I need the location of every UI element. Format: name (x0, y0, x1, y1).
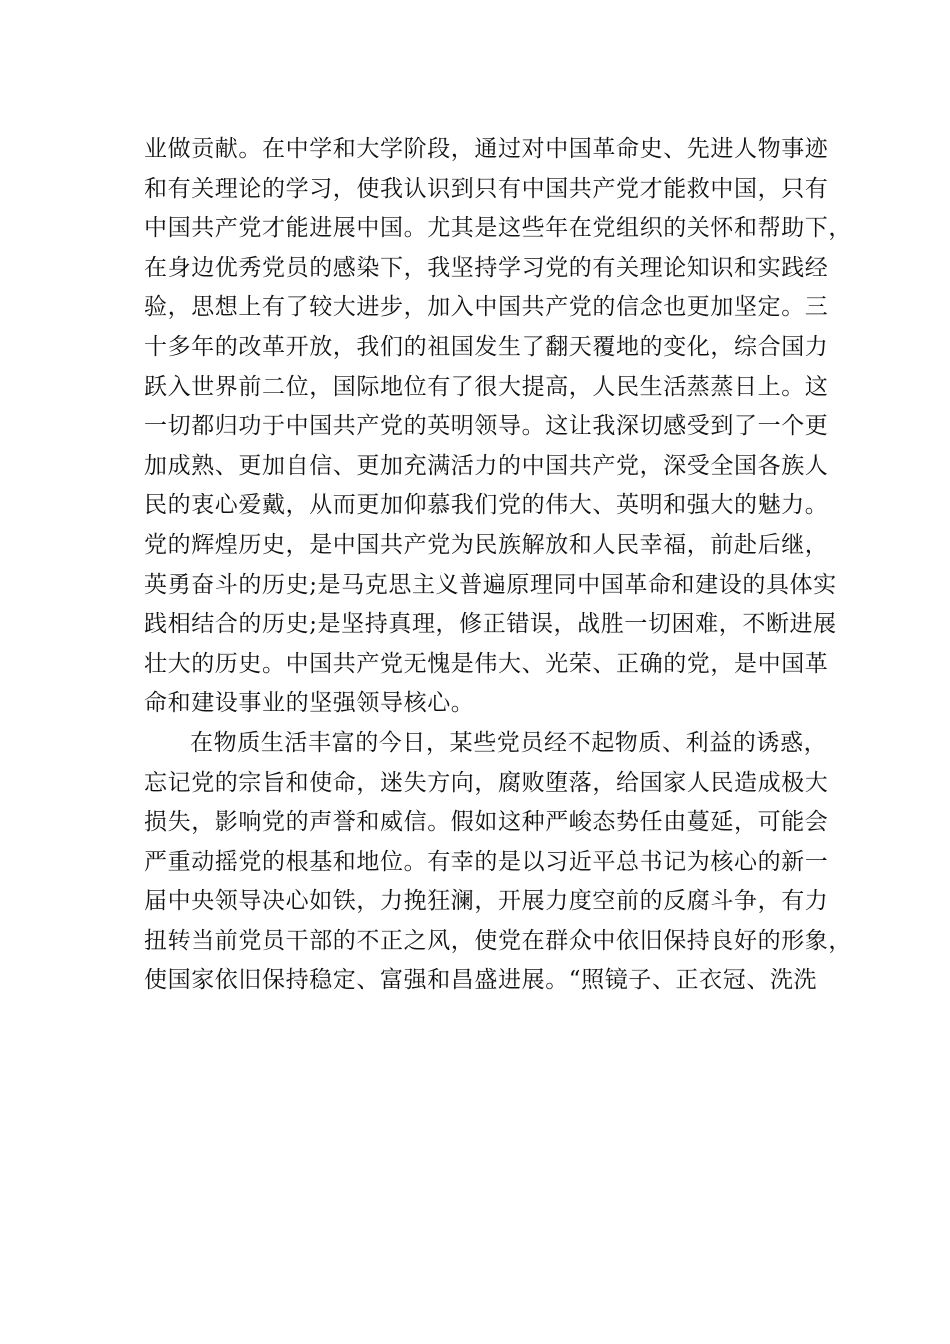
text-line: 一切都归功于中国共产党的英明领导。这让我深切感受到了一个更 (144, 413, 829, 440)
text-line: 民的衷心爱戴，从而更加仰慕我们党的伟大、英明和强大的魅力。 (144, 492, 829, 519)
text-line: 使国家依旧保持稳定、富强和昌盛进展。“照镜子、正衣冠、洗洗 (144, 967, 818, 994)
text-line: 损失，影响党的声誉和威信。假如这种严峻态势任由蔓延，可能会 (144, 809, 829, 836)
text-line: 届中央领导决心如铁，力挽狂澜，开展力度空前的反腐斗争，有力 (144, 888, 829, 915)
text-line: 命和建设事业的坚强领导核心。 (144, 690, 475, 717)
text-line: 在身边优秀党员的感染下，我坚持学习党的有关理论知识和实践经 (144, 254, 829, 281)
text-line: 忘记党的宗旨和使命，迷失方向，腐败堕落，给国家人民造成极大 (144, 769, 829, 796)
paragraph-2 (144, 724, 852, 1001)
text-line: 业做贡献。在中学和大学阶段，通过对中国革命史、先进人物事迹 (144, 136, 829, 162)
text-line: 中国共产党才能进展中国。尤其是这些年在党组织的关怀和帮助下， (144, 215, 852, 242)
text-line: 践相结合的历史;是坚持真理，修正错误，战胜一切困难，不断进展 (144, 611, 837, 638)
body-text (144, 130, 852, 1001)
text-line: 党的辉煌历史，是中国共产党为民族解放和人民幸福，前赴后继， (144, 531, 829, 558)
text-line: 壮大的历史。中国共产党无愧是伟大、光荣、正确的党，是中国革 (144, 650, 829, 677)
text-line: 十多年的改革开放，我们的祖国发生了翻天覆地的变化，综合国力 (144, 333, 829, 360)
text-line: 严重动摇党的根基和地位。有幸的是以习近平总书记为核心的新一 (144, 848, 829, 875)
paragraph-1 (144, 130, 852, 724)
text-line: 跃入世界前二位，国际地位有了很大提高，人民生活蒸蒸日上。这 (144, 373, 829, 400)
text-line: 加成熟、更加自信、更加充满活力的中国共产党，深受全国各族人 (144, 452, 829, 479)
text-line: 在物质生活丰富的今日，某些党员经不起物质、利益的诱惑， (190, 729, 828, 756)
text-line: 和有关理论的学习，使我认识到只有中国共产党才能救中国，只有 (144, 175, 829, 202)
text-line: 验，思想上有了较大进步，加入中国共产党的信念也更加坚定。三 (144, 294, 829, 321)
text-line: 扭转当前党员干部的不正之风，使党在群众中依旧保持良好的形象， (144, 927, 852, 954)
text-line: 英勇奋斗的历史;是马克思主义普遍原理同中国革命和建设的具体实 (144, 571, 837, 598)
